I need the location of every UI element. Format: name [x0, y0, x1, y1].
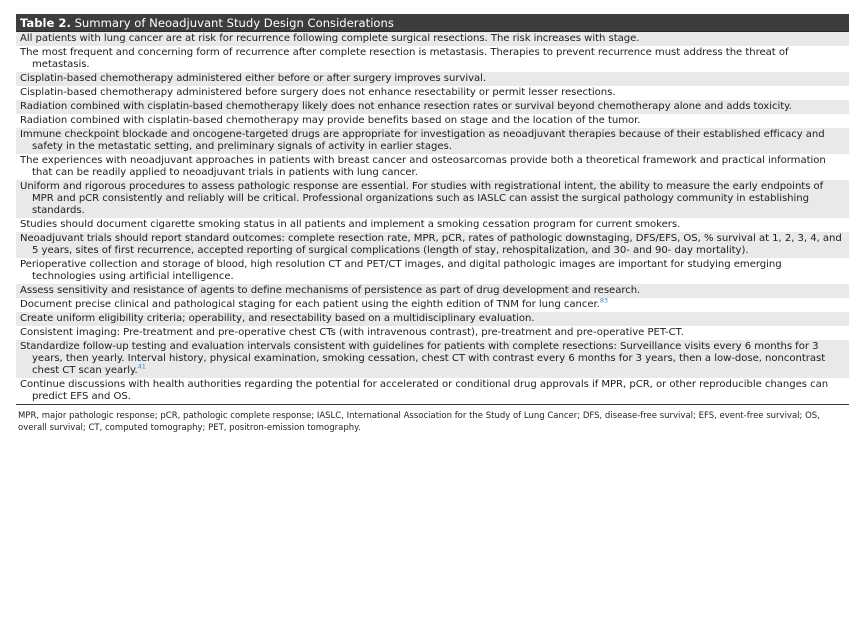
table-row	[16, 284, 849, 298]
row-text: The most frequent and concerning form of recurrence after complete resection is metastasis. Therapies to prevent recurrence must address the threat of metastasis.	[20, 47, 789, 70]
row-text: Immune checkpoint blockade and oncogene-targeted drugs are appropriate for investigation as neoadjuvant therapies because of their established efficacy and safety in the metastatic setting, and preliminary signals of activity in earlier stages.	[20, 129, 825, 152]
row-text: All patients with lung cancer are at risk for recurrence following complete surgical resections. The risk increases with stage.	[20, 33, 640, 44]
row-text: Radiation combined with cisplatin-based chemotherapy likely does not enhance resection rates or survival beyond chemotherapy alone and adds toxicity.	[20, 101, 792, 112]
table-row	[16, 218, 849, 232]
table-row	[16, 72, 849, 86]
row-text: Neoadjuvant trials should report standard outcomes: complete resection rate, MPR, pCR, rates of pathologic downstaging, DFS/EFS, OS, % survival at 1, 2, 3, 4, and 5 years, sites of first recurrence, accepted reporting of surgical complications (length of stay, rehospitalization, and 30- and 90- day mortality).	[20, 233, 842, 256]
reference-link[interactable]: 83	[599, 296, 609, 305]
row-text: Studies should document cigarette smoking status in all patients and implement a smoking cessation program for current smokers.	[20, 219, 681, 230]
table-body	[16, 32, 849, 404]
table-row	[16, 378, 849, 404]
row-text: Create uniform eligibility criteria; operability, and resectability based on a multidisciplinary evaluation.	[20, 313, 535, 324]
table-row	[16, 114, 849, 128]
table-row	[16, 326, 849, 340]
table-row	[16, 312, 849, 326]
row-text: The experiences with neoadjuvant approaches in patients with breast cancer and osteosarcomas provide both a theoretical framework and practical information that can be readily applied to neoadjuvant trials in patients with lung cancer.	[20, 155, 826, 178]
table-row	[16, 128, 849, 154]
row-text: Radiation combined with cisplatin-based chemotherapy may provide benefits based on stage and the location of the tumor.	[20, 115, 641, 126]
row-text: Continue discussions with health authorities regarding the potential for accelerated or conditional drug approvals if MPR, pCR, or other reproducible changes can predict EFS and OS.	[20, 379, 829, 402]
table-title-bar	[16, 14, 849, 32]
row-text: Consistent imaging: Pre-treatment and pre-operative chest CTs (with intravenous contrast), pre-treatment and pre-operative PET-CT.	[20, 327, 684, 338]
summary-table	[16, 14, 849, 434]
table-row	[16, 298, 849, 312]
table-row	[16, 180, 849, 218]
table-row	[16, 340, 849, 378]
table-row	[16, 258, 849, 284]
table-row	[16, 46, 849, 72]
table-row	[16, 154, 849, 180]
row-text: Assess sensitivity and resistance of agents to define mechanisms of persistence as part of drug development and research.	[20, 285, 641, 296]
table-row	[16, 100, 849, 114]
row-text: Perioperative collection and storage of blood, high resolution CT and PET/CT images, and digital pathologic images are important for studying emerging technologies using artificial intelligence.	[20, 259, 782, 282]
table-footnote: MPR, major pathologic response; pCR, pathologic complete response; IASLC, International Association for the Study of Lung Cancer; DFS, disease-free survival; EFS, event-free survival; OS, overall survival; CT, computed tomography; PET, positron-emission tomography.	[18, 411, 820, 433]
table-row	[16, 232, 849, 258]
row-text: Document precise clinical and pathological staging for each patient using the eighth edition of TNM for lung cancer.	[20, 299, 600, 310]
row-text: Standardize follow-up testing and evaluation intervals consistent with guidelines for patients with complete resections: Surveillance visits every 6 months for 3 years, then yearly. Interval history, physical examination, smoking cessation, chest CT with contrast every 6 months for 3 years, then a low-dose, noncontrast chest CT scan yearly.	[20, 341, 826, 376]
row-text: Cisplatin-based chemotherapy administered before surgery does not enhance resectability or permit lesser resections.	[20, 87, 616, 98]
table-row	[16, 32, 849, 46]
row-text: Cisplatin-based chemotherapy administered either before or after surgery improves survival.	[20, 73, 487, 84]
reference-link[interactable]: 41	[137, 362, 146, 371]
row-text: Uniform and rigorous procedures to assess pathologic response are essential. For studies with registrational intent, the ability to measure the early endpoints of MPR and pCR consistently and reliably will be critical. Professional organizations such as IASLC can assist the surgical pathology community in establishing standards.	[20, 181, 824, 216]
table-label: Table 2.	[20, 16, 71, 30]
table-title: Summary of Neoadjuvant Study Design Considerations	[74, 16, 394, 30]
table-row	[16, 86, 849, 100]
